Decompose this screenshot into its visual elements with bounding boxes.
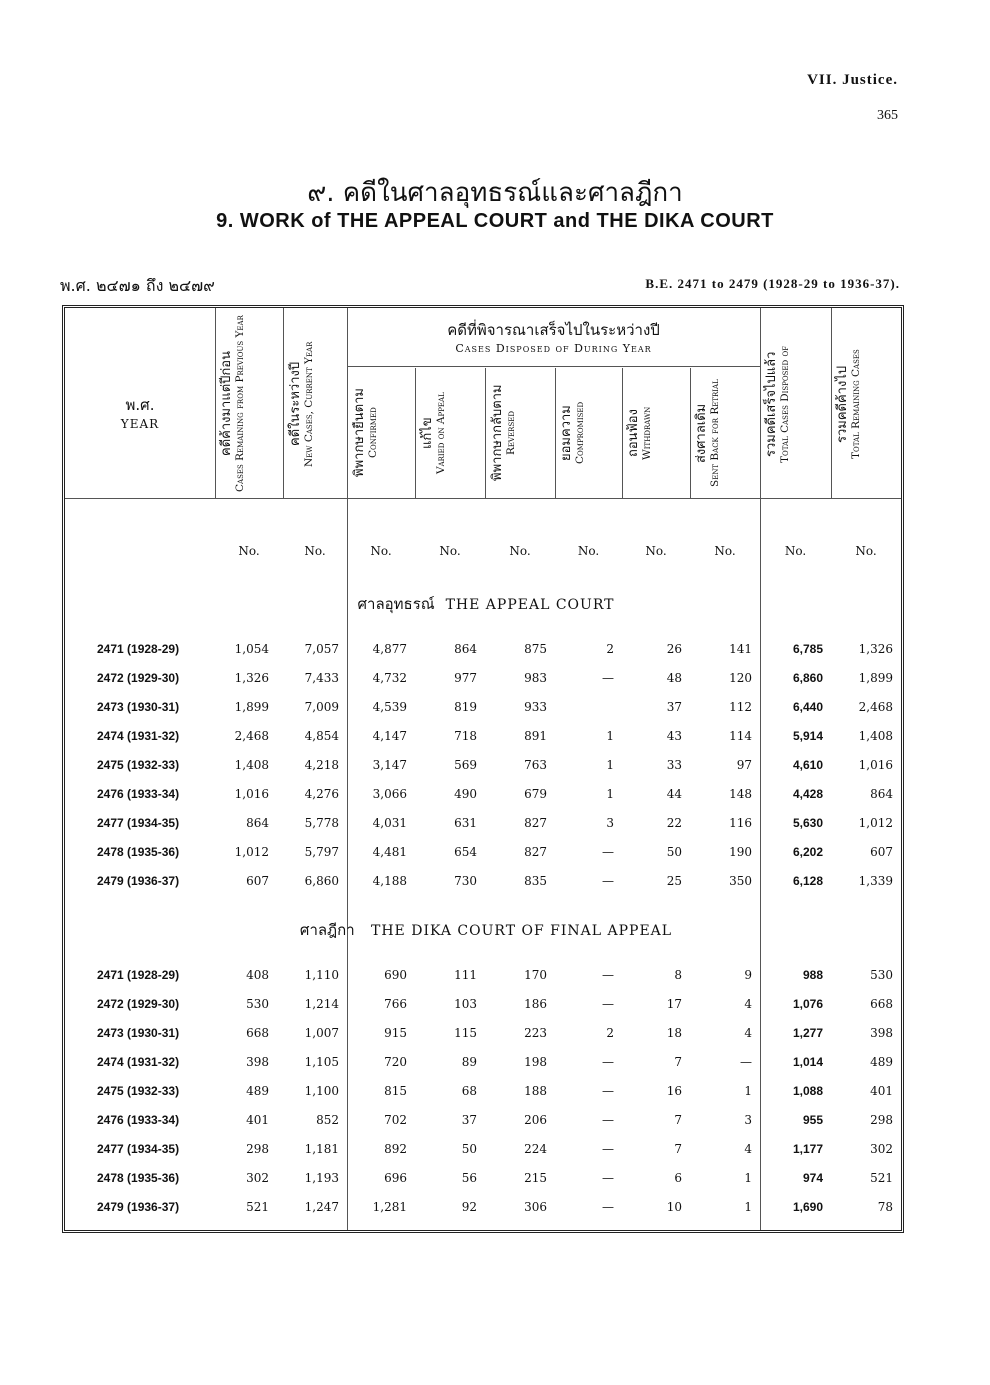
table-cell: 18 — [666, 1026, 682, 1040]
divider — [283, 308, 284, 498]
table-cell: 148 — [729, 787, 752, 801]
table-cell: 3,147 — [372, 758, 407, 772]
table-cell: 1,277 — [792, 1026, 823, 1040]
appeal-court-label — [65, 592, 907, 616]
table-cell: 33 — [666, 758, 682, 772]
statistics-table — [62, 305, 904, 1233]
year-cell: 2472 (1929-30) — [97, 997, 180, 1011]
table-cell: 198 — [524, 1055, 547, 1069]
table-cell: 875 — [524, 642, 547, 656]
year-cell: 2479 (1936-37) — [97, 874, 180, 888]
table-cell: 3 — [606, 816, 614, 830]
unit-label: No. — [509, 544, 531, 558]
table-cell: 1,899 — [858, 671, 893, 685]
table-cell: 1,016 — [858, 758, 893, 772]
table-cell: 5,914 — [792, 729, 823, 743]
table-cell: 1,247 — [304, 1200, 339, 1214]
year-cell: 2477 (1934-35) — [97, 1142, 180, 1156]
table-cell: 569 — [454, 758, 477, 772]
table-cell: 690 — [384, 968, 407, 982]
year-cell: 2474 (1931-32) — [97, 1055, 180, 1069]
table-cell: — — [602, 874, 614, 888]
table-cell: 864 — [870, 787, 893, 801]
table-cell: 10 — [666, 1200, 682, 1214]
year-cell: 2474 (1931-32) — [97, 729, 180, 743]
year-cell: 2471 (1928-29) — [97, 968, 180, 982]
divider — [831, 308, 832, 498]
table-cell: 1,007 — [304, 1026, 339, 1040]
table-cell: 2,468 — [234, 729, 269, 743]
retrial-english: Sent Back for Retrial — [709, 379, 721, 487]
disposed-group-header — [347, 318, 760, 355]
table-cell: 815 — [384, 1084, 407, 1098]
table-cell: — — [602, 1142, 614, 1156]
table-cell: 17 — [666, 997, 682, 1011]
year-cell: 2479 (1936-37) — [97, 1200, 180, 1214]
table-cell: 679 — [524, 787, 547, 801]
table-cell: 5,797 — [304, 845, 339, 859]
table-cell: 763 — [524, 758, 547, 772]
table-cell: 827 — [524, 845, 547, 859]
table-cell: 702 — [384, 1113, 407, 1127]
dika-court-label — [65, 918, 907, 942]
table-cell: 4,031 — [372, 816, 407, 830]
table-cell: 302 — [870, 1142, 893, 1156]
table-cell: 6 — [674, 1171, 682, 1185]
total-remaining-thai: รวมคดีค้างไป — [835, 365, 850, 443]
table-cell: 302 — [246, 1171, 269, 1185]
table-cell: — — [602, 1084, 614, 1098]
table-cell: 1,012 — [858, 816, 893, 830]
table-cell: 4,877 — [372, 642, 407, 656]
divider — [215, 308, 216, 498]
table-cell: — — [740, 1055, 752, 1069]
table-cell: 25 — [666, 874, 682, 888]
disposed-group-english: Cases Disposed of During Year — [455, 342, 652, 355]
table-cell: 114 — [729, 729, 752, 743]
table-cell: 852 — [316, 1113, 339, 1127]
table-cell: 115 — [454, 1026, 477, 1040]
table-cell: 1,100 — [304, 1084, 339, 1098]
table-cell: 1,016 — [234, 787, 269, 801]
table-cell: 4,428 — [792, 787, 823, 801]
table-cell: 1,012 — [234, 845, 269, 859]
table-cell: — — [602, 1171, 614, 1185]
year-cell: 2476 (1933-34) — [97, 1113, 180, 1127]
total-disposed-english: Total Cases Disposed of — [779, 345, 791, 463]
table-cell: 4,481 — [372, 845, 407, 859]
table-cell: 2 — [606, 642, 614, 656]
table-cell: 7,433 — [304, 671, 339, 685]
divider — [65, 498, 901, 499]
new-cases-header — [289, 314, 343, 494]
table-cell: 298 — [870, 1113, 893, 1127]
table-cell: 4,218 — [304, 758, 339, 772]
varied-english: Varied on Appeal — [435, 392, 447, 474]
table-cell: 6,785 — [792, 642, 823, 656]
table-cell: — — [602, 671, 614, 685]
new-cases-english: New Cases, Current Year — [303, 341, 315, 467]
year-header — [65, 393, 215, 431]
confirmed-header — [353, 372, 411, 494]
table-cell: 111 — [454, 968, 477, 982]
year-header-english: YEAR — [120, 417, 160, 431]
table-cell: — — [602, 968, 614, 982]
table-cell: 955 — [802, 1113, 823, 1127]
table-cell: 2 — [606, 1026, 614, 1040]
varied-header — [421, 372, 481, 494]
section-heading: VII. Justice. — [807, 72, 898, 88]
year-cell: 2478 (1935-36) — [97, 845, 180, 859]
total-remaining-header — [836, 314, 896, 494]
table-cell: 974 — [802, 1171, 823, 1185]
table-cell: 977 — [454, 671, 477, 685]
table-cell: 1,408 — [858, 729, 893, 743]
table-cell: 3,066 — [372, 787, 407, 801]
appeal-court-label-english: THE APPEAL COURT — [445, 597, 615, 613]
compromised-header — [560, 372, 618, 494]
table-cell: 489 — [870, 1055, 893, 1069]
table-cell: 1,054 — [234, 642, 269, 656]
table-cell: 1,690 — [792, 1200, 823, 1214]
table-cell: 4 — [744, 1026, 752, 1040]
divider — [485, 368, 486, 498]
table-cell: 668 — [246, 1026, 269, 1040]
table-cell: 6,860 — [304, 874, 339, 888]
table-cell: 668 — [870, 997, 893, 1011]
table-cell: 68 — [461, 1084, 477, 1098]
appeal-court-label-thai: ศาลอุทธรณ์ — [357, 595, 435, 613]
table-cell: 490 — [454, 787, 477, 801]
table-cell: 819 — [454, 700, 477, 714]
year-cell: 2475 (1932-33) — [97, 1084, 180, 1098]
table-cell: 50 — [461, 1142, 477, 1156]
year-cell: 2476 (1933-34) — [97, 787, 180, 801]
table-cell: 1,899 — [234, 700, 269, 714]
table-cell: 7 — [674, 1142, 682, 1156]
table-cell: 306 — [524, 1200, 547, 1214]
table-cell: 6,202 — [792, 845, 823, 859]
table-cell: 5,778 — [304, 816, 339, 830]
total-disposed-header — [765, 314, 827, 494]
year-cell: 2472 (1929-30) — [97, 671, 180, 685]
table-cell: 5,630 — [792, 816, 823, 830]
table-cell: 1,408 — [234, 758, 269, 772]
confirmed-english: Confirmed — [367, 407, 379, 459]
table-cell: 2,468 — [858, 700, 893, 714]
year-cell: 2473 (1930-31) — [97, 700, 180, 714]
retrial-header — [695, 372, 755, 494]
divider — [690, 368, 691, 498]
table-cell: 350 — [729, 874, 752, 888]
table-cell: 401 — [246, 1113, 269, 1127]
unit-label: No. — [370, 544, 392, 558]
table-cell: 170 — [524, 968, 547, 982]
table-cell: 696 — [384, 1171, 407, 1185]
table-cell: 1,105 — [304, 1055, 339, 1069]
page-number: 365 — [877, 108, 898, 123]
varied-thai: แก้ไข — [420, 417, 435, 449]
reversed-english: Reversed — [505, 411, 517, 455]
dika-court-label-english: THE DIKA COURT OF FINAL APPEAL — [371, 923, 673, 939]
compromised-thai: ยอมความ — [559, 405, 574, 461]
table-cell: 398 — [870, 1026, 893, 1040]
divider — [347, 366, 760, 367]
total-disposed-thai: รวมคดีเสร็จไปแล้ว — [764, 351, 779, 457]
table-cell: 7 — [674, 1055, 682, 1069]
table-cell: 224 — [524, 1142, 547, 1156]
table-cell: 933 — [524, 700, 547, 714]
table-cell: 4 — [744, 997, 752, 1011]
divider — [622, 368, 623, 498]
disposed-group-thai: คดีที่พิจารณาเสร็จไปในระหว่างปี — [447, 321, 660, 339]
new-cases-thai: คดีในระหว่างปี — [288, 361, 303, 447]
year-cell: 2471 (1928-29) — [97, 642, 180, 656]
table-cell: 1,177 — [792, 1142, 823, 1156]
table-cell: — — [602, 1200, 614, 1214]
table-cell: 6,440 — [792, 700, 823, 714]
table-cell: 1 — [744, 1084, 752, 1098]
dika-court-label-thai: ศาลฎีกา — [299, 921, 355, 939]
table-cell: 988 — [802, 968, 823, 982]
table-cell: 827 — [524, 816, 547, 830]
compromised-english: Compromised — [574, 401, 586, 465]
table-cell: 607 — [246, 874, 269, 888]
year-cell: 2473 (1930-31) — [97, 1026, 180, 1040]
table-cell: 408 — [246, 968, 269, 982]
table-cell: 26 — [666, 642, 682, 656]
unit-label: No. — [238, 544, 260, 558]
table-cell: 401 — [870, 1084, 893, 1098]
table-cell: 489 — [246, 1084, 269, 1098]
total-remaining-english: Total Remaining Cases — [850, 349, 862, 459]
table-cell: 4,276 — [304, 787, 339, 801]
retrial-thai: ส่งศาลเดิม — [694, 403, 709, 463]
table-cell: 298 — [246, 1142, 269, 1156]
table-cell: 1 — [744, 1171, 752, 1185]
table-cell: 1,326 — [858, 642, 893, 656]
remaining-prev-english: Cases Remaining from Previous Year — [234, 315, 246, 493]
table-cell: 864 — [454, 642, 477, 656]
year-cell: 2477 (1934-35) — [97, 816, 180, 830]
range-thai: พ.ศ. ๒๔๗๑ ถึง ๒๔๗๙ — [60, 276, 215, 295]
table-cell: 78 — [877, 1200, 893, 1214]
table-cell: 983 — [524, 671, 547, 685]
table-cell: 7,057 — [304, 642, 339, 656]
divider — [415, 368, 416, 498]
table-cell: 223 — [524, 1026, 547, 1040]
table-cell: 6,128 — [792, 874, 823, 888]
table-cell: 530 — [246, 997, 269, 1011]
table-cell: — — [602, 845, 614, 859]
table-cell: 186 — [524, 997, 547, 1011]
table-cell: 1 — [744, 1200, 752, 1214]
table-cell: 4,539 — [372, 700, 407, 714]
table-cell: 4,147 — [372, 729, 407, 743]
table-cell: 190 — [729, 845, 752, 859]
table-cell: 1,076 — [792, 997, 823, 1011]
table-cell: 103 — [454, 997, 477, 1011]
table-cell: 50 — [666, 845, 682, 859]
table-cell: 1,326 — [234, 671, 269, 685]
table-cell: 206 — [524, 1113, 547, 1127]
table-cell: 6,860 — [792, 671, 823, 685]
table-cell: 97 — [736, 758, 752, 772]
divider — [555, 368, 556, 498]
remaining-prev-header — [220, 314, 278, 494]
table-cell: 1,339 — [858, 874, 893, 888]
reversed-header — [491, 372, 551, 494]
table-cell: 631 — [454, 816, 477, 830]
table-cell: 22 — [666, 816, 682, 830]
year-cell: 2475 (1932-33) — [97, 758, 180, 772]
table-cell: 4,732 — [372, 671, 407, 685]
table-cell: 521 — [870, 1171, 893, 1185]
table-cell: 1,193 — [304, 1171, 339, 1185]
table-cell: 4 — [744, 1142, 752, 1156]
table-cell: 37 — [666, 700, 682, 714]
table-cell: 9 — [744, 968, 752, 982]
table-cell: 1,110 — [304, 968, 339, 982]
table-cell: 1,214 — [304, 997, 339, 1011]
table-cell: 835 — [524, 874, 547, 888]
title-english: 9. WORK of THE APPEAL COURT and THE DIKA COURT — [216, 210, 774, 232]
table-cell: — — [602, 1113, 614, 1127]
table-cell: 3 — [744, 1113, 752, 1127]
table-cell: 530 — [870, 968, 893, 982]
table-cell: 16 — [666, 1084, 682, 1098]
table-cell: 607 — [870, 845, 893, 859]
confirmed-thai: พิพากษายืนตาม — [352, 388, 367, 478]
table-cell: 141 — [729, 642, 752, 656]
table-cell: — — [602, 1055, 614, 1069]
table-cell: 4,188 — [372, 874, 407, 888]
divider — [760, 308, 761, 1230]
unit-label: No. — [439, 544, 461, 558]
table-cell: 521 — [246, 1200, 269, 1214]
table-cell: 864 — [246, 816, 269, 830]
withdrawn-header — [627, 372, 685, 494]
table-cell: 7,009 — [304, 700, 339, 714]
range-english: B.E. 2471 to 2479 (1928-29 to 1936-37). — [645, 276, 900, 291]
table-cell: 92 — [461, 1200, 477, 1214]
table-cell: 766 — [384, 997, 407, 1011]
table-cell: 1 — [606, 729, 614, 743]
title-thai: ๙. คดีในศาลอุทธรณ์และศาลฎีกา — [307, 178, 683, 208]
table-cell: 48 — [666, 671, 682, 685]
unit-label: No. — [577, 544, 600, 558]
table-cell: 915 — [384, 1026, 407, 1040]
unit-label: No. — [714, 544, 736, 558]
table-cell: 56 — [461, 1171, 477, 1185]
unit-label: No. — [784, 544, 807, 558]
year-cell: 2478 (1935-36) — [97, 1171, 180, 1185]
table-cell: 730 — [454, 874, 477, 888]
table-cell: 7 — [674, 1113, 682, 1127]
withdrawn-thai: ถอนฟ้อง — [626, 409, 641, 457]
table-cell: — — [602, 997, 614, 1011]
table-cell: 120 — [729, 671, 752, 685]
table-cell: 4,854 — [304, 729, 339, 743]
table-cell: 1 — [606, 758, 614, 772]
table-cell: 116 — [729, 816, 752, 830]
table-cell: 188 — [524, 1084, 547, 1098]
table-cell: 1,014 — [792, 1055, 823, 1069]
table-cell: 1,088 — [792, 1084, 823, 1098]
unit-label: No. — [645, 544, 667, 558]
table-cell: 89 — [461, 1055, 477, 1069]
table-cell: 4,610 — [792, 758, 823, 772]
unit-label: No. — [304, 544, 326, 558]
table-cell: 112 — [729, 700, 752, 714]
table-cell: 398 — [246, 1055, 269, 1069]
table-cell: 718 — [454, 729, 477, 743]
year-header-thai: พ.ศ. — [125, 396, 155, 414]
unit-label: No. — [855, 544, 877, 558]
table-cell: 1,281 — [372, 1200, 407, 1214]
table-cell: 1 — [606, 787, 614, 801]
table-cell: 8 — [674, 968, 682, 982]
table-cell: 43 — [666, 729, 682, 743]
table-cell: 654 — [454, 845, 477, 859]
withdrawn-english: Withdrawn — [641, 406, 653, 460]
table-cell: 892 — [384, 1142, 407, 1156]
table-cell: 44 — [666, 787, 682, 801]
table-cell: 215 — [524, 1171, 547, 1185]
table-cell: 37 — [461, 1113, 477, 1127]
remaining-prev-thai: คดีค้างมาแต่ปีก่อน — [219, 351, 234, 457]
reversed-thai: พิพากษากลับตาม — [490, 384, 505, 482]
table-cell: 891 — [524, 729, 547, 743]
table-cell: 720 — [384, 1055, 407, 1069]
table-cell: 1,181 — [304, 1142, 339, 1156]
